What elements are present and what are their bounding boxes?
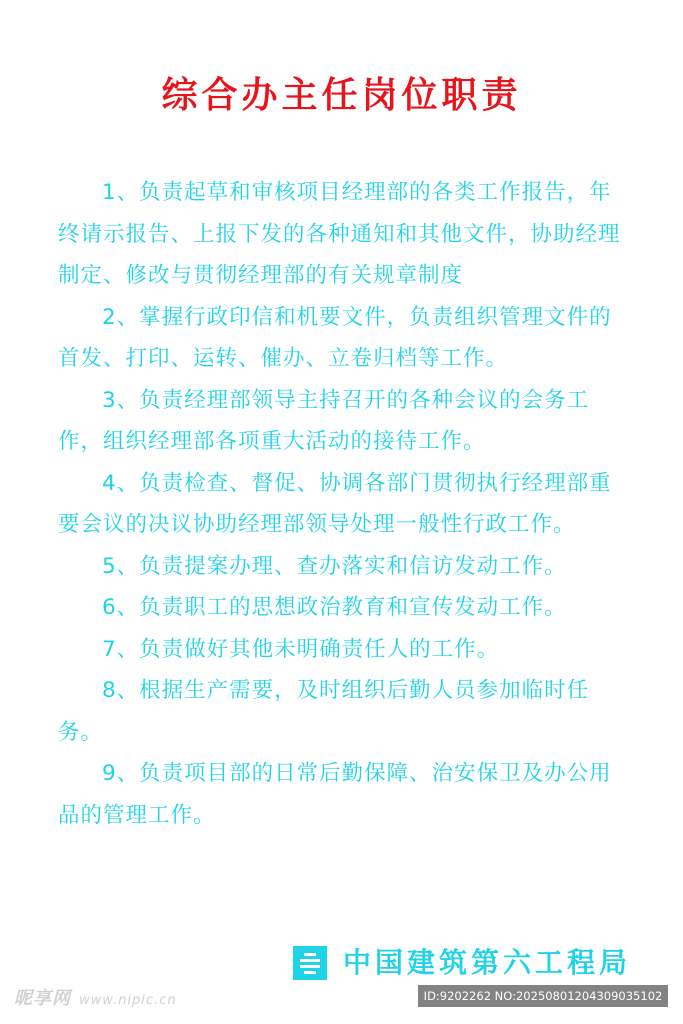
site-watermark: [14, 984, 177, 1010]
duty-item: 4、负责检查、督促、协调各部门贯彻执行经理部重要会议的决议协助经理部领导处理一般性行政工作。: [58, 470, 612, 537]
duty-item: 9、负责项目部的日常后勤保障、治安保卫及办公用品的管理工作。: [58, 761, 612, 828]
duties-list: [58, 172, 633, 836]
duty-item: 3、负责经理部领导主持召开的各种会议的会务工作，组织经理部各项重大活动的接待工作。: [58, 387, 590, 454]
watermark-url: www.nipic.cn: [79, 993, 177, 1008]
image-id-bar: ID:9202262 NO:20250801204309035102: [418, 985, 668, 1007]
duty-item: 7、负责做好其他未明确责任人的工作。: [102, 636, 500, 662]
page-title: 综合办主任岗位职责: [161, 75, 522, 116]
watermark-brand: 昵享网: [14, 988, 71, 1009]
duty-item: 5、负责提案办理、查办落实和信访发动工作。: [102, 553, 567, 579]
company-name: 中国建筑第六工程局: [343, 946, 632, 979]
duty-item: 2、掌握行政印信和机要文件，负责组织管理文件的首发、打印、运转、催办、立卷归档等工作。: [58, 304, 612, 371]
cscec-logo-icon: [293, 946, 327, 980]
duty-item: 8、根据生产需要，及时组织后勤人员参加临时任务。: [58, 678, 590, 745]
company-footer: [293, 943, 631, 983]
duty-item: 6、负责职工的思想政治教育和宣传发动工作。: [102, 595, 567, 620]
duty-item: 1、负责起草和审核项目经理部的各类工作报告，年终请示报告、上报下发的各种通知和其他文件，协助经理制定、修改与贯彻经理部的有关规章制度: [58, 180, 621, 288]
